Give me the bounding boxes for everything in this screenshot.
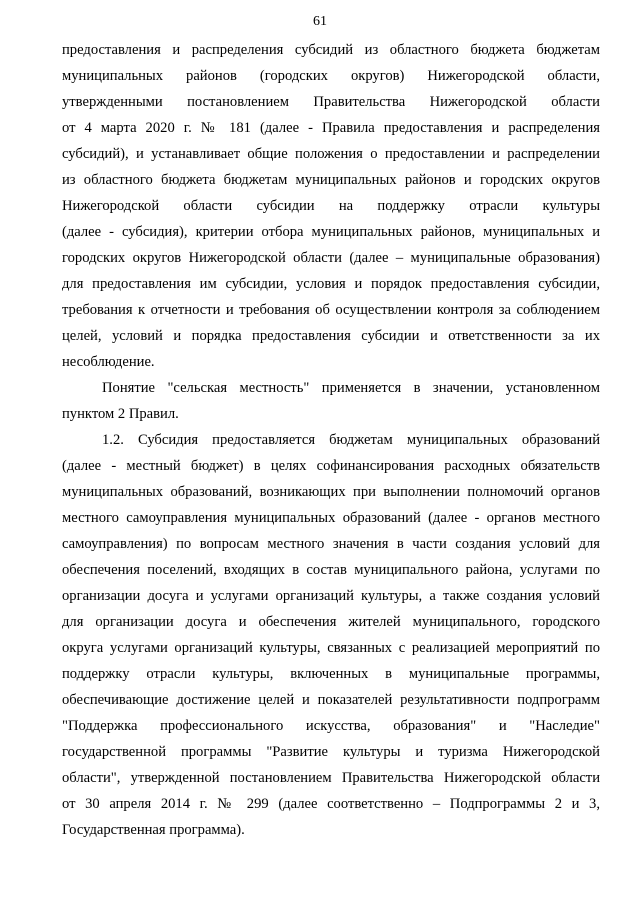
text-line: местного самоуправления муниципальных образований (далее - органов местного <box>62 510 600 526</box>
text-line: округа услугами организаций культуры, связанных с реализацией мероприятий по <box>62 640 600 656</box>
text-line: от 30 апреля 2014 г. № 299 (далее соответственно – Подпрограммы 2 и 3, <box>62 796 600 812</box>
text-line: организации досуга и услугами организаций культуры, а также создания условий <box>62 588 600 604</box>
text-line: "Поддержка профессионального искусства, образования" и "Наследие" <box>62 718 600 734</box>
text-line: из областного бюджета бюджетам муниципальных районов и городских округов <box>62 172 600 188</box>
text-line: (далее - местный бюджет) в целях софинансирования расходных обязательств <box>62 458 600 474</box>
text-line: обеспечивающие достижение целей и показателей результативности подпрограмм <box>62 692 600 708</box>
text-line: муниципальных районов (городских округов) Нижегородской области, <box>62 68 600 84</box>
paragraph-3 <box>62 427 600 843</box>
text-line: субсидий), и устанавливает общие положения о предоставлении и распределении <box>62 146 600 162</box>
text-line: области", утвержденной постановлением Правительства Нижегородской области <box>62 770 600 786</box>
text-line: поддержку отрасли культуры, включенных в муниципальные программы, <box>62 666 600 682</box>
text-line: Государственная программа). <box>62 822 245 838</box>
text-line: 1.2. Субсидия предоставляется бюджетам муниципальных образований <box>102 432 600 448</box>
text-line: предоставления и распределения субсидий из областного бюджета бюджетам <box>62 42 600 58</box>
page-number: 61 <box>313 14 327 29</box>
text-line: требования к отчетности и требования об осуществлении контроля за соблюдением <box>62 302 600 318</box>
text-line: муниципальных образований, возникающих при выполнении полномочий органов <box>62 484 600 500</box>
document-body <box>62 37 600 843</box>
text-line: государственной программы "Развитие культуры и туризма Нижегородской <box>62 744 600 760</box>
text-line: для предоставления им субсидии, условия и порядок предоставления субсидии, <box>62 276 600 292</box>
paragraph-2 <box>62 375 600 427</box>
paragraph-1 <box>62 37 600 375</box>
text-line: самоуправления) по вопросам местного значения в части создания условий для <box>62 536 600 552</box>
text-line: Нижегородской области субсидии на поддержку отрасли культуры <box>62 198 600 214</box>
text-line: пунктом 2 Правил. <box>62 406 179 422</box>
text-line: (далее - субсидия), критерии отбора муниципальных районов, муниципальных и <box>62 224 600 240</box>
text-line: целей, условий и порядка предоставления субсидии и ответственности за их <box>62 328 600 344</box>
text-line: утвержденными постановлением Правительства Нижегородской области <box>62 94 600 110</box>
text-line: от 4 марта 2020 г. № 181 (далее - Правила предоставления и распределения <box>62 120 600 136</box>
text-line: обеспечения поселений, входящих в состав муниципального района, услугами по <box>62 562 600 578</box>
text-line: несоблюдение. <box>62 354 155 370</box>
text-line: городских округов Нижегородской области (далее – муниципальные образования) <box>62 250 600 266</box>
text-line: для организации досуга и обеспечения жителей муниципального, городского <box>62 614 600 630</box>
text-line: Понятие "сельская местность" применяется в значении, установленном <box>102 380 600 396</box>
